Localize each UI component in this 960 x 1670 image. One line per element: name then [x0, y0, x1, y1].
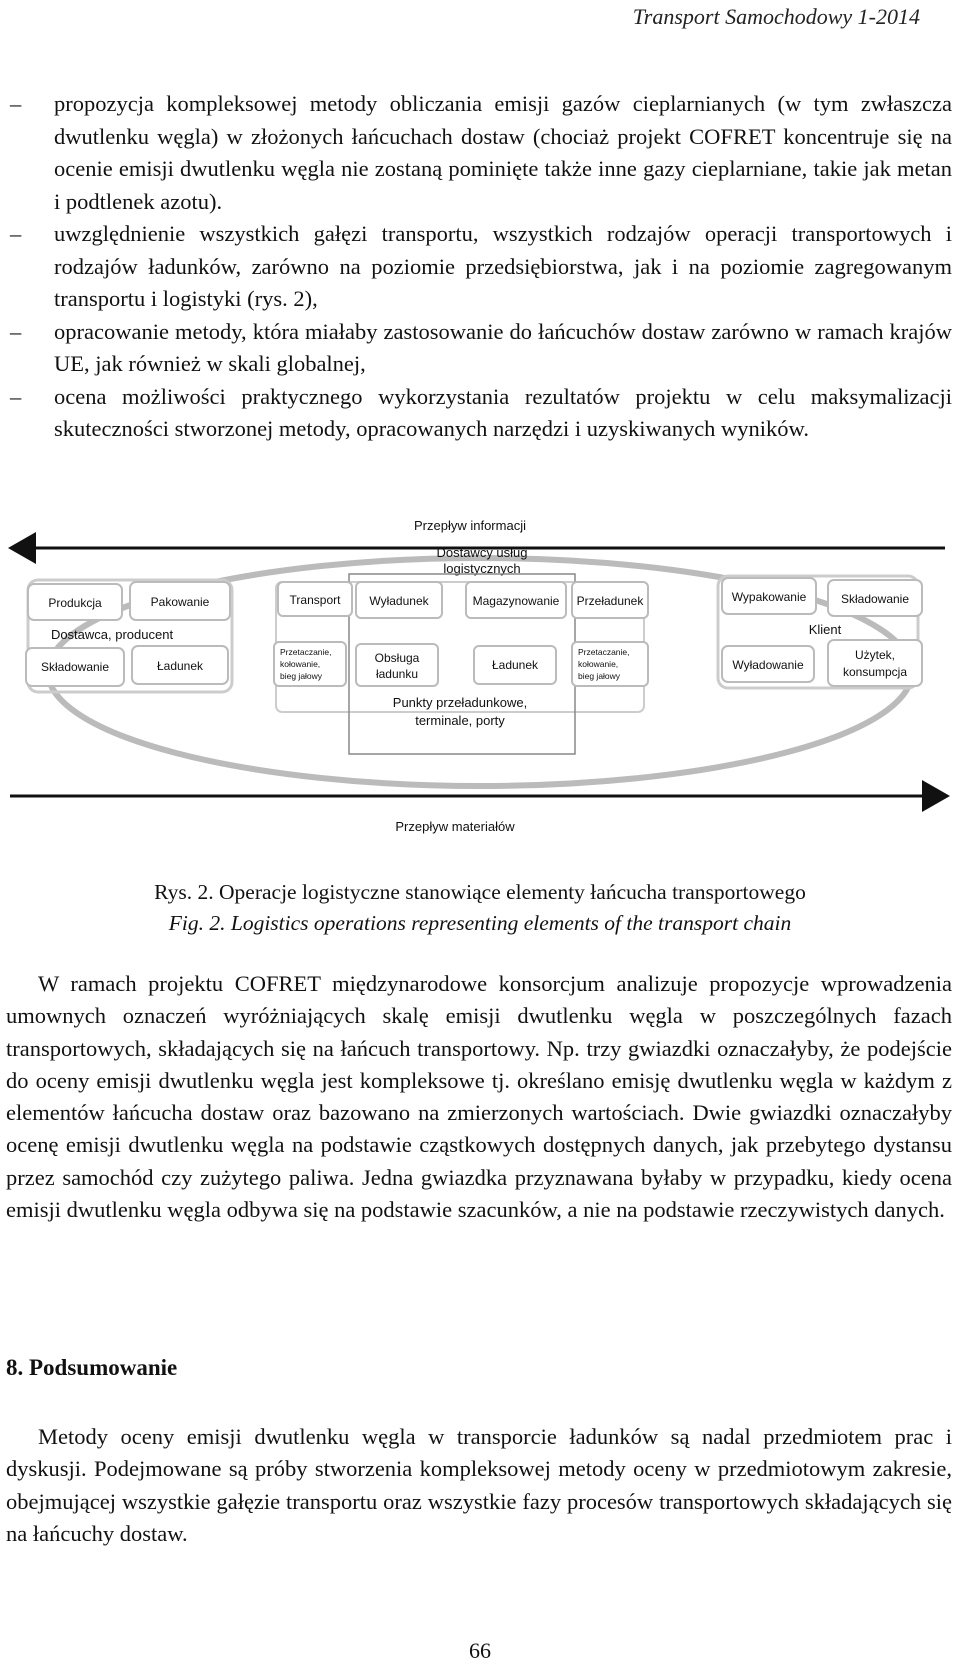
summary-paragraph: Metody oceny emisji dwutlenku węgla w transporcie ładunków są nadal przedmiotem prac i dyskusji. Podejmowane są próby stworzenia kompleksowej metody oceny w przedmiotowym zakresie, obejmującej wszystkie gałęzie transportu oraz wszystkie fazy procesów transportowych składających się na łańcuchy dostaw.: [6, 1424, 952, 1546]
material-flow-arrowhead-icon: [922, 780, 950, 812]
logistics-diagram: [0, 518, 960, 848]
client-label: Klient: [808, 622, 842, 637]
bullet-item: [8, 316, 952, 381]
bullet-list: [8, 88, 952, 446]
points-label-line1: Punkty przeładunkowe,: [392, 695, 528, 710]
obsluga-ladunku-line2: ładunku: [375, 667, 419, 681]
supplier-label: Dostawca, producent: [50, 627, 174, 642]
material-flow-label: Przepływ materiałów: [395, 819, 515, 834]
pakowanie-label: Pakowanie: [150, 595, 210, 609]
service-providers-label-line1: Dostawcy usług: [436, 545, 528, 560]
wyladunek-label: Wyładunek: [369, 594, 429, 608]
uzytek-box: [828, 640, 922, 686]
body-paragraph: W ramach projektu COFRET międzynarodowe konsorcjum analizuje propozycje wprowadzenia umownych oznaczeń wyróżniających skalę emisji dwutlenku węgla w poszczególnych fazach transportowych, składających się na łańcuch transportowy. Np. trzy gwiazdki oznaczałyby, że podejście do oceny emisji dwutlenku węgla jest kompleksowe tj. określano emisję dwutlenku węgla w każdym z elementów łańcucha dostaw oraz bazowano na zmierzonych wartościach. Dwie gwiazdki oznaczałyby ocenę emisji dwutlenku węgla na podstawie cząstkowych dostępnych danych, jak przebytego dystansu przez samochód czy zużytego paliwa. Jedna gwiazdka przyznawana byłaby w przypadku, kiedy ocena emisji dwutlenku węgla odbywa się na podstawie szacunków, a nie na podstawie rzeczywistych danych.: [6, 971, 952, 1223]
wyladowanie-label: Wyładowanie: [732, 658, 804, 672]
bullet-text: uwzględnienie wszystkich gałęzi transportu, wszystkich rodzajów operacji transportowych i rodzajów ładunków, zarówno na poziomie przedsiębiorstwa, jak i na poziomie zagregowanym transportu i logistyki (rys. 2),: [54, 221, 952, 311]
left-manoeuvre-line1: Przetaczanie,: [280, 647, 332, 657]
info-flow-arrowhead-icon: [8, 532, 36, 564]
diagram-svg: [0, 518, 960, 848]
section-heading: 8. Podsumowanie: [6, 1355, 178, 1380]
skladowanie-label-supplier: Składowanie: [40, 660, 110, 674]
uzytek-label-line1: Użytek,: [854, 648, 896, 662]
wypakowanie-label: Wypakowanie: [731, 590, 807, 604]
przeladunek-label: Przeładunek: [576, 594, 644, 608]
info-flow-label: Przepływ informacji: [414, 518, 526, 533]
bullet-text: propozycja kompleksowej metody obliczania emisji gazów cieplarnianych (w tym zwłaszcza dwutlenku węgla) w złożonych łańcuchach dostaw (chociaż projekt COFRET koncentruje się na ocenie emisji dwutlenku węgla nie zostaną pominięte także inne gazy cieplarniane, takie jak metan i podtlenek azotu).: [54, 91, 952, 214]
left-manoeuvre-line3: bieg jałowy: [280, 671, 323, 681]
bullet-dash: –: [10, 383, 22, 409]
bullet-text: ocena możliwości praktycznego wykorzystania rezultatów projektu w celu maksymalizacji skuteczności stworzonej metody, opracowanych narzędzi i uzyskiwanych wyników.: [54, 383, 952, 441]
bullet-item: [8, 381, 952, 446]
journal-header: Transport Samochodowy 1-2014: [632, 4, 920, 29]
bullet-text: opracowanie metody, która miałaby zastosowanie do łańcuchów dostaw zarówno w ramach krajów UE, jak również w skali globalnej,: [54, 318, 952, 376]
bullet-item: [8, 88, 952, 218]
bullet-dash: –: [10, 221, 22, 246]
bullet-dash: –: [10, 318, 22, 344]
skladowanie-label-client: Składowanie: [840, 592, 910, 606]
service-providers-label-line2: logistycznych: [443, 561, 521, 576]
magazynowanie-label: Magazynowanie: [472, 594, 560, 608]
figure-caption-pl: Rys. 2. Operacje logistyczne stanowiące elementy łańcucha transportowego: [154, 880, 806, 904]
right-manoeuvre-line2: kołowanie,: [578, 659, 619, 669]
right-manoeuvre-line3: bieg jałowy: [578, 671, 621, 681]
transport-label: Transport: [289, 593, 341, 607]
left-manoeuvre-line2: kołowanie,: [280, 659, 321, 669]
points-label-line2: terminale, porty: [415, 713, 505, 728]
right-manoeuvre-line1: Przetaczanie,: [578, 647, 630, 657]
ladunek-label-middle: Ładunek: [491, 658, 539, 672]
figure-caption-en: Fig. 2. Logistics operations representing elements of the transport chain: [168, 911, 792, 935]
ladunek-label-supplier: Ładunek: [156, 659, 204, 673]
uzytek-label-line2: konsumpcja: [842, 665, 908, 679]
obsluga-ladunku-line1: Obsługa: [374, 651, 420, 665]
page-number: 66: [469, 1638, 491, 1663]
bullet-dash: –: [10, 91, 22, 116]
produkcja-label: Produkcja: [48, 596, 102, 610]
bullet-item: [8, 218, 952, 316]
